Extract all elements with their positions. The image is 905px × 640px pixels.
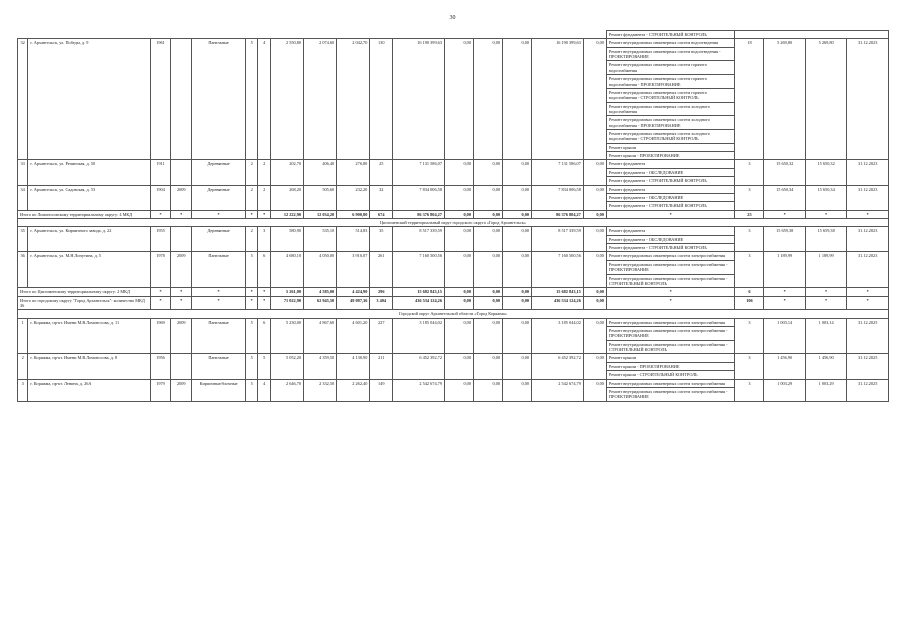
unit-cost: 1 456,90 (764, 354, 805, 379)
total-area: 5 230,00 (270, 318, 303, 354)
wall-material: Панельные (192, 252, 246, 288)
cost-cell: 0,00 (503, 296, 532, 310)
total-area: 12 222,90 (270, 210, 303, 218)
total-row (18, 288, 889, 296)
work-count: 3 (735, 379, 764, 401)
cost-cell: 436 534 124,26 (532, 296, 584, 310)
residents-count: 25 (370, 160, 393, 185)
work-count: 3 (735, 252, 764, 288)
work-count: 3 (735, 227, 764, 252)
residents-count: 130 (370, 39, 393, 160)
cost-cell: 0,00 (444, 296, 473, 310)
floors-count: 5 (246, 39, 258, 160)
cost-cell: 0,00 (503, 185, 532, 210)
year-built: 1961 (150, 39, 171, 160)
floors-count: 5 (246, 379, 258, 401)
star-cell: * (805, 210, 846, 218)
residential-area: 4 130,90 (337, 354, 370, 379)
completion-date: 31.12.2023 (847, 160, 889, 185)
year-built: 1955 (150, 227, 171, 252)
table-row (18, 318, 889, 326)
work-count: 106 (735, 296, 764, 310)
residents-count: 227 (370, 318, 393, 354)
cost-cell: 0,00 (473, 288, 502, 296)
limit-cost: 1 003,14 (805, 318, 846, 354)
work-count: 3 (735, 160, 764, 185)
cost-cell: 2 542 674,79 (532, 379, 584, 401)
work-type-cell: Ремонт крыши (606, 354, 735, 362)
star-cell: * (246, 296, 258, 310)
premises-area: 2 074,60 (304, 39, 337, 160)
table-row (18, 39, 889, 47)
cost-cell: 15 682 843,15 (532, 288, 584, 296)
cost-cell: 0,00 (473, 252, 502, 288)
cost-cell: 0,00 (503, 318, 532, 354)
cost-cell: 0,00 (503, 210, 532, 218)
cost-cell: 0,00 (503, 354, 532, 379)
table-row (18, 354, 889, 362)
star-cell: * (171, 288, 192, 296)
total-area: 268,20 (270, 185, 303, 210)
cost-cell: 16 190 399,63 (532, 39, 584, 160)
premises-area: 4 867,60 (304, 318, 337, 354)
cost-cell: 0,00 (503, 39, 532, 160)
address-cell: г. Архангельск, ул. Кирпичного завода, д. 22 (28, 227, 150, 252)
total-cost: 436 534 124,26 (393, 296, 445, 310)
total-area: 202,70 (270, 160, 303, 185)
cost-cell: 7 834 006,58 (532, 185, 584, 210)
total-cost: 3 185 044,02 (393, 318, 445, 354)
work-type-cell: Ремонт фундамента - СТРОИТЕЛЬНЫЙ КОНТРОЛЬ (606, 31, 735, 39)
star-cell: * (150, 288, 171, 296)
cost-cell: 0,00 (473, 39, 502, 160)
floors-count: 5 (246, 354, 258, 379)
residential-area: 49 087,36 (337, 296, 370, 310)
completion-date: 31.12.2023 (847, 227, 889, 252)
total-area: 71 022,90 (270, 296, 303, 310)
residents-count: 32 (370, 185, 393, 210)
address-cell: г. Архангельск, ул. Репинская, д. 50 (28, 160, 150, 185)
star-cell: * (764, 210, 805, 218)
year-built: 1969 (150, 318, 171, 354)
star-cell: * (246, 288, 258, 296)
total-area: 5 052,20 (270, 354, 303, 379)
total-label: Итого по городскому округу "Город Архангельск": количество МКД 36 (18, 296, 151, 310)
blank-cell (18, 31, 607, 39)
entrances-count: 3 (258, 227, 270, 252)
cost-cell: 0,00 (444, 379, 473, 401)
cost-cell: 0,00 (503, 227, 532, 252)
total-area: 2 646,70 (270, 379, 303, 401)
work-type-cell: Ремонт фундамента (606, 227, 735, 235)
row-number: 2 (18, 354, 28, 379)
residential-area: 514,83 (337, 227, 370, 252)
total-area: 5 261,00 (270, 288, 303, 296)
wall-material: Панельные (192, 318, 246, 354)
cost-cell: 0,00 (473, 227, 502, 252)
cost-cell: 8 517 339,59 (532, 227, 584, 252)
entrances-count: 4 (258, 379, 270, 401)
total-label: Итого по Ломоносовскому территориальному округу: 4 МКД (18, 210, 151, 218)
star-cell: * (192, 210, 246, 218)
cost-cell: 0,00 (473, 160, 502, 185)
section-title: Цигломенский территориальный округ городского округа «Город Архангельск» (18, 218, 889, 226)
work-count: 3 (735, 318, 764, 354)
cost-cell: 0,00 (473, 318, 502, 354)
premises-area: 4 585,00 (304, 288, 337, 296)
star-cell: * (805, 296, 846, 310)
work-type-cell: Ремонт крыши - СТРОИТЕЛЬНЫЙ КОНТРОЛЬ (606, 371, 735, 379)
table-row (18, 227, 889, 235)
work-type-cell: Ремонт фундамента - СТРОИТЕЛЬНЫЙ КОНТРОЛЬ (606, 177, 735, 185)
work-type-cell: Ремонт фундамента (606, 185, 735, 193)
unit-cost: 1 189,99 (764, 252, 805, 288)
total-cost: 8 517 339,59 (393, 227, 445, 252)
year-overhaul: 2009 (171, 318, 192, 354)
unit-cost: 5 269,80 (764, 39, 805, 160)
address-cell: г. Коряжма, пр-кт. Имени М.В.Ломоносова, д. 8 (28, 354, 150, 379)
total-cost: 2 542 674,79 (393, 379, 445, 401)
work-type-cell: Ремонт фундамента - СТРОИТЕЛЬНЫЙ КОНТРОЛЬ (606, 244, 735, 252)
limit-cost: 15 650,34 (805, 185, 846, 210)
work-type-cell: Ремонт внутридомовых инженерных систем электроснабжения (606, 318, 735, 326)
cost-cell: 0,00 (583, 185, 606, 210)
work-type-cell: Ремонт крыши - ПРОЕКТИРОВАНИЕ (606, 152, 735, 160)
star-cell: * (171, 210, 192, 218)
limit-cost: 15 659,38 (805, 227, 846, 252)
total-area: 4 680,10 (270, 252, 303, 288)
address-cell: г. Архангельск, ул. Победы, д. 9 (28, 39, 150, 160)
table-row (18, 160, 889, 168)
premises-area: 406,40 (304, 160, 337, 185)
work-type-cell: Ремонт внутридомовых инженерных систем горячего водоснабжения - СТРОИТЕЛЬНЫЙ КОНТРОЛЬ (606, 88, 735, 102)
star-cell: * (606, 296, 735, 310)
star-cell: * (246, 210, 258, 218)
star-cell: * (258, 296, 270, 310)
work-type-cell: Ремонт фундамента (606, 160, 735, 168)
work-type-cell: Ремонт внутридомовых инженерных систем холодного водоснабжения (606, 102, 735, 116)
residential-area: 2 262,40 (337, 379, 370, 401)
cost-cell: 0,00 (583, 227, 606, 252)
cost-cell: 0,00 (444, 288, 473, 296)
entrances-count: 2 (258, 185, 270, 210)
wall-material: Деревянные (192, 227, 246, 252)
total-area: 2 550,80 (270, 39, 303, 160)
work-type-cell: Ремонт внутридомовых инженерных систем горячего водоснабжения - ПРОЕКТИРОВАНИЕ (606, 75, 735, 89)
register-table (17, 30, 889, 402)
star-cell: * (606, 210, 735, 218)
address-cell: г. Архангельск, ул. М.Н.Личутина, д. 5 (28, 252, 150, 288)
residents-count: 211 (370, 354, 393, 379)
premises-area: 4 359,50 (304, 354, 337, 379)
work-type-cell: Ремонт фундамента - СТРОИТЕЛЬНЫЙ КОНТРОЛЬ (606, 202, 735, 210)
limit-cost: 1 456,90 (805, 354, 846, 379)
unit-cost: 1 003,14 (764, 318, 805, 354)
year-built: 1978 (150, 252, 171, 288)
residents-count: 35 (370, 227, 393, 252)
year-built: 1911 (150, 160, 171, 185)
cost-cell: 0,00 (583, 252, 606, 288)
entrances-count: 4 (258, 39, 270, 160)
star-cell: * (764, 296, 805, 310)
year-overhaul: 2009 (171, 252, 192, 288)
cost-cell: 0,00 (473, 354, 502, 379)
work-type-cell: Ремонт крыши - ПРОЕКТИРОВАНИЕ (606, 362, 735, 370)
star-cell: * (847, 296, 889, 310)
work-type-cell: Ремонт внутридомовых инженерных систем электроснабжения - ПРОЕКТИРОВАНИЕ (606, 327, 735, 341)
cost-cell: 0,00 (473, 379, 502, 401)
residents-count: 674 (370, 210, 393, 218)
star-cell: * (847, 210, 889, 218)
premises-area: 12 034,20 (304, 210, 337, 218)
work-count: 25 (735, 210, 764, 218)
cost-cell: 0,00 (503, 252, 532, 288)
star-cell: * (150, 210, 171, 218)
cost-cell: 0,00 (444, 318, 473, 354)
total-row (18, 296, 889, 310)
year-overhaul (171, 227, 192, 252)
blank-cell (735, 31, 889, 39)
row-number: 34 (18, 185, 28, 210)
cost-cell: 86 376 804,27 (532, 210, 584, 218)
residential-area: 4 424,90 (337, 288, 370, 296)
completion-date: 31.12.2023 (847, 252, 889, 288)
completion-date: 31.12.2025 (847, 354, 889, 379)
table-row (18, 31, 889, 39)
wall-material: Кирпичные/блочные (192, 379, 246, 401)
star-cell: * (192, 288, 246, 296)
limit-cost: 1 189,99 (805, 252, 846, 288)
row-number: 3 (18, 379, 28, 401)
premises-area: 535,10 (304, 227, 337, 252)
wall-material: Деревянные (192, 160, 246, 185)
unit-cost: 15 659,38 (764, 227, 805, 252)
star-cell: * (764, 288, 805, 296)
premises-area: 505,60 (304, 185, 337, 210)
year-built: 1979 (150, 379, 171, 401)
section-row (18, 218, 889, 226)
completion-date: 31.12.2025 (847, 379, 889, 401)
cost-cell: 0,00 (444, 227, 473, 252)
total-label: Итого по Цигломенскому территориальному округу: 2 МКД (18, 288, 151, 296)
row-number: 1 (18, 318, 28, 354)
total-row (18, 210, 889, 218)
completion-date: 31.12.2023 (847, 39, 889, 160)
floors-count: 5 (246, 318, 258, 354)
year-built: 1904 (150, 185, 171, 210)
wall-material: Панельные (192, 354, 246, 379)
total-cost: 16 190 399,63 (393, 39, 445, 160)
floors-count: 2 (246, 227, 258, 252)
year-overhaul: 2009 (171, 185, 192, 210)
table-row (18, 185, 889, 193)
residential-area: 2 042,70 (337, 39, 370, 160)
cost-cell: 0,00 (583, 318, 606, 354)
completion-date: 31.12.2025 (847, 318, 889, 354)
year-built: 1956 (150, 354, 171, 379)
entrances-count: 5 (258, 354, 270, 379)
floors-count: 2 (246, 185, 258, 210)
work-type-cell: Ремонт фундамента - ОБСЛЕДОВАНИЕ (606, 193, 735, 201)
work-type-cell: Ремонт внутридомовых инженерных систем холодного водоснабжения - СТРОИТЕЛЬНЫЙ КОНТРОЛЬ (606, 130, 735, 144)
cost-cell: 0,00 (583, 354, 606, 379)
residential-area: 232,20 (337, 185, 370, 210)
work-type-cell: Ремонт фундамента - ОБСЛЕДОВАНИЕ (606, 235, 735, 243)
unit-cost: 1 003,29 (764, 379, 805, 401)
cost-cell: 0,00 (444, 252, 473, 288)
cost-cell: 3 185 044,02 (532, 318, 584, 354)
residents-count: 149 (370, 379, 393, 401)
work-count: 3 (735, 354, 764, 379)
cost-cell: 0,00 (503, 160, 532, 185)
table-row (18, 252, 889, 260)
star-cell: * (847, 288, 889, 296)
star-cell: * (606, 288, 735, 296)
table-row (18, 379, 889, 387)
cost-cell: 0,00 (583, 296, 606, 310)
work-count: 6 (735, 288, 764, 296)
total-cost: 7 131 586,07 (393, 160, 445, 185)
residential-area: 3 910,07 (337, 252, 370, 288)
unit-cost: 15 650,32 (764, 160, 805, 185)
cost-cell: 7 160 500,56 (532, 252, 584, 288)
premises-area: 62 945,50 (304, 296, 337, 310)
wall-material: Деревянные (192, 185, 246, 210)
residential-area: 276,80 (337, 160, 370, 185)
total-cost: 6 452 392,72 (393, 354, 445, 379)
residents-count: 261 (370, 252, 393, 288)
total-cost: 86 376 804,27 (393, 210, 445, 218)
cost-cell: 0,00 (503, 288, 532, 296)
cost-cell: 0,00 (583, 210, 606, 218)
entrances-count: 6 (258, 252, 270, 288)
work-type-cell: Ремонт внутридомовых инженерных систем холодного водоснабжения - ПРОЕКТИРОВАНИЕ (606, 116, 735, 130)
cost-cell: 0,00 (583, 288, 606, 296)
work-type-cell: Ремонт внутридомовых инженерных систем электроснабжения - СТРОИТЕЛЬНЫЙ КОНТРОЛЬ (606, 274, 735, 288)
cost-cell: 7 131 586,07 (532, 160, 584, 185)
work-type-cell: Ремонт внутридомовых инженерных систем электроснабжения - ПРОЕКТИРОВАНИЕ (606, 260, 735, 274)
work-type-cell: Ремонт внутридомовых инженерных систем электроснабжения - СТРОИТЕЛЬНЫЙ КОНТРОЛЬ (606, 340, 735, 354)
page-number: 30 (449, 15, 456, 21)
cost-cell: 0,00 (473, 185, 502, 210)
total-cost: 15 682 843,15 (393, 288, 445, 296)
wall-material: Панельные (192, 39, 246, 160)
work-type-cell: Ремонт внутридомовых инженерных систем электроснабжения - ПРОЕКТИРОВАНИЕ (606, 387, 735, 401)
premises-area: 2 332,50 (304, 379, 337, 401)
limit-cost: 1 003,29 (805, 379, 846, 401)
floors-count: 5 (246, 252, 258, 288)
residential-area: 4 601,20 (337, 318, 370, 354)
star-cell: * (150, 296, 171, 310)
row-number: 36 (18, 252, 28, 288)
cost-cell: 6 452 392,72 (532, 354, 584, 379)
completion-date: 31.12.2023 (847, 185, 889, 210)
work-count: 3 (735, 185, 764, 210)
cost-cell: 0,00 (583, 160, 606, 185)
section-title: Городской округ Архангельской области «Город Коряжма» (18, 310, 889, 318)
cost-cell: 0,00 (503, 379, 532, 401)
year-overhaul (171, 39, 192, 160)
residents-count: 296 (370, 288, 393, 296)
star-cell: * (192, 296, 246, 310)
address-cell: г. Архангельск, ул. Садовская, д. 53 (28, 185, 150, 210)
cost-cell: 0,00 (444, 185, 473, 210)
cost-cell: 0,00 (473, 296, 502, 310)
cost-cell: 0,00 (444, 160, 473, 185)
limit-cost: 5 269,80 (805, 39, 846, 160)
star-cell: * (805, 288, 846, 296)
year-overhaul: 2009 (171, 379, 192, 401)
premises-area: 4 050,00 (304, 252, 337, 288)
year-overhaul (171, 354, 192, 379)
work-type-cell: Ремонт внутридомовых инженерных систем электроснабжения (606, 379, 735, 387)
floors-count: 2 (246, 160, 258, 185)
row-number: 33 (18, 160, 28, 185)
work-type-cell: Ремонт крыши (606, 143, 735, 151)
address-cell: г. Коряжма, пр-кт. Имени М.В.Ломоносова, д. 11 (28, 318, 150, 354)
star-cell: * (258, 288, 270, 296)
entrances-count: 6 (258, 318, 270, 354)
entrances-count: 2 (258, 160, 270, 185)
star-cell: * (171, 296, 192, 310)
unit-cost: 15 650,34 (764, 185, 805, 210)
limit-cost: 15 650,32 (805, 160, 846, 185)
cost-cell: 0,00 (473, 210, 502, 218)
row-number: 32 (18, 39, 28, 160)
address-cell: г. Коряжма, пр-кт. Ленина, д. 26А (28, 379, 150, 401)
work-type-cell: Ремонт внутридомовых инженерных систем горячего водоснабжения (606, 61, 735, 75)
star-cell: * (258, 210, 270, 218)
section-row (18, 310, 889, 318)
cost-cell: 0,00 (444, 210, 473, 218)
cost-cell: 0,00 (444, 39, 473, 160)
total-cost: 7 160 500,56 (393, 252, 445, 288)
row-number: 35 (18, 227, 28, 252)
cost-cell: 0,00 (444, 354, 473, 379)
work-count: 18 (735, 39, 764, 160)
residential-area: 6 900,80 (337, 210, 370, 218)
residents-count: 3 404 (370, 296, 393, 310)
year-overhaul (171, 160, 192, 185)
total-cost: 7 834 006,58 (393, 185, 445, 210)
work-type-cell: Ремонт внутридомовых инженерных систем электроснабжения (606, 252, 735, 260)
work-type-cell: Ремонт фундамента - ОБСЛЕДОВАНИЕ (606, 168, 735, 176)
cost-cell: 0,00 (583, 39, 606, 160)
work-type-cell: Ремонт внутридомовых инженерных систем водоотведения (606, 39, 735, 47)
cost-cell: 0,00 (583, 379, 606, 401)
total-area: 580,90 (270, 227, 303, 252)
work-type-cell: Ремонт внутридомовых инженерных систем водоотведения - ПРОЕКТИРОВАНИЕ (606, 47, 735, 61)
